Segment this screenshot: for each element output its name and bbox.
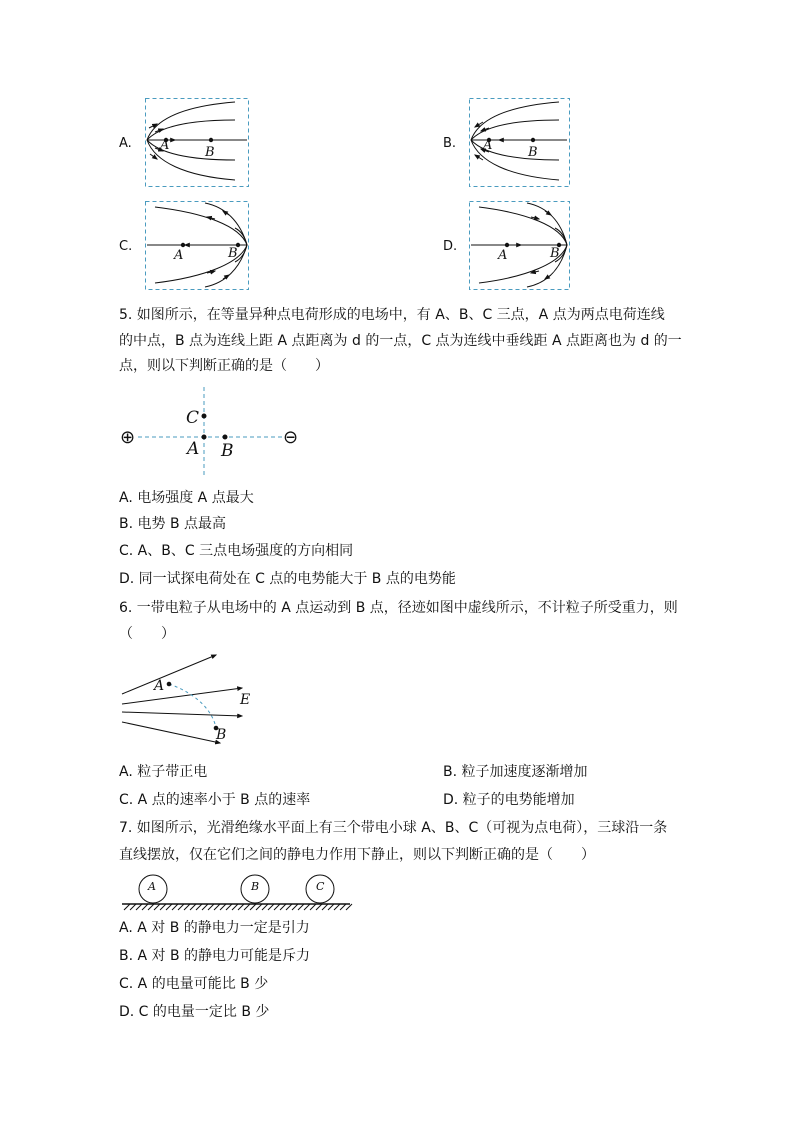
ground-hatch <box>316 904 322 910</box>
ground-hatch <box>286 904 292 910</box>
ground-hatch <box>334 904 340 910</box>
ground-hatch <box>148 904 154 910</box>
point-a-label: A <box>174 248 184 263</box>
point-a-label: A <box>498 248 508 263</box>
option-b-label: B. <box>443 136 457 151</box>
ground-hatch <box>136 904 142 910</box>
option-c-label: C. <box>119 239 133 254</box>
q5-choice-b[interactable]: B. 电势 B 点最高 <box>119 516 227 532</box>
q6-choice-d[interactable]: D. 粒子的电势能增加 <box>443 792 575 808</box>
ground-hatch <box>214 904 220 910</box>
point-c-label: C <box>186 408 200 428</box>
ground-hatch <box>262 904 268 910</box>
q5-choice-a[interactable]: A. 电场强度 A 点最大 <box>119 490 254 506</box>
dipole-diagram <box>118 385 308 480</box>
ground-hatch <box>250 904 256 910</box>
point-b-label: B <box>228 246 238 261</box>
ground-hatch <box>226 904 232 910</box>
ground-hatch <box>256 904 262 910</box>
ground-hatch <box>178 904 184 910</box>
point-b-label: B <box>216 727 227 743</box>
ground-hatch <box>154 904 160 910</box>
point-b-label: B <box>550 246 560 261</box>
ground-hatch <box>172 904 178 910</box>
point-b-label: B <box>205 145 215 160</box>
ground-hatch <box>202 904 208 910</box>
option-d-label: D. <box>443 239 458 254</box>
ground-hatch <box>274 904 280 910</box>
q5-stem-line-3: 点，则以下判断正确的是（ ） <box>119 358 329 374</box>
q6-choice-b[interactable]: B. 粒子加速度逐渐增加 <box>443 764 588 780</box>
field-lines-diagram <box>118 652 258 747</box>
q7-choice-d[interactable]: D. C 的电量一定比 B 少 <box>119 1004 270 1020</box>
q5-stem-line-1: 5. 如图所示，在等量异种点电荷形成的电场中，有 A、B、C 三点，A 点为两点电荷连线 <box>119 307 665 323</box>
point-a-label: A <box>187 439 200 459</box>
ground-hatch <box>160 904 166 910</box>
ground-hatch <box>208 904 214 910</box>
point-b-label: B <box>528 145 538 160</box>
ground-hatch <box>310 904 316 910</box>
ground-hatch <box>340 904 346 910</box>
ground-hatch <box>142 904 148 910</box>
negative-charge-icon: ⊖ <box>283 427 299 448</box>
ground-hatch <box>268 904 274 910</box>
option-a-label: A. <box>119 136 132 151</box>
positive-charge-icon: ⊕ <box>120 427 136 448</box>
q5-choice-d[interactable]: D. 同一试探电荷处在 C 点的电势能大于 B 点的电势能 <box>119 571 456 587</box>
point-b-label: B <box>221 441 234 461</box>
ball-a-label: A <box>148 880 156 893</box>
q7-choice-c[interactable]: C. A 的电量可能比 B 少 <box>119 976 269 992</box>
ground-hatch <box>328 904 334 910</box>
point-a-label: A <box>483 138 493 153</box>
ground-hatch <box>244 904 250 910</box>
ground-hatch <box>292 904 298 910</box>
point-a-label: A <box>154 678 165 694</box>
q5-choice-c[interactable]: C. A、B、C 三点电场强度的方向相同 <box>119 543 354 559</box>
q6-choice-a[interactable]: A. 粒子带正电 <box>119 764 208 780</box>
ground-hatch <box>238 904 244 910</box>
q7-choice-b[interactable]: B. A 对 B 的静电力可能是斥力 <box>119 948 311 964</box>
q7-stem-line-1: 7. 如图所示，光滑绝缘水平面上有三个带电小球 A、B、C（可视为点电荷），三球沿一条 <box>119 820 668 836</box>
q6-stem-line-2: （ ） <box>119 626 175 642</box>
ground-hatch <box>196 904 202 910</box>
ball-c-label: C <box>316 880 325 893</box>
ball-b-label: B <box>251 880 260 893</box>
field-e-label: E <box>240 692 251 708</box>
ground-hatch <box>190 904 196 910</box>
q6-stem-line-1: 6. 一带电粒子从电场中的 A 点运动到 B 点，径迹如图中虚线所示，不计粒子所受重力，则 <box>119 600 678 616</box>
ground-hatch <box>280 904 286 910</box>
point-a-label: A <box>160 138 170 153</box>
q7-choice-a[interactable]: A. A 对 B 的静电力一定是引力 <box>119 920 310 936</box>
ground-hatch <box>220 904 226 910</box>
q7-stem-line-2: 直线摆放，仅在它们之间的静电力作用下静止，则以下判断正确的是（ ） <box>119 847 595 863</box>
ground-hatch <box>166 904 172 910</box>
ground-hatch <box>304 904 310 910</box>
ground-hatch <box>184 904 190 910</box>
ground-hatch <box>130 904 136 910</box>
q5-stem-line-2: 的中点，B 点为连线上距 A 点距离为 d 的一点，C 点为连线中垂线距 A 点距离也为 d 的一 <box>119 333 682 349</box>
ground-hatch <box>124 904 130 910</box>
ground-hatch <box>298 904 304 910</box>
ground-hatch <box>232 904 238 910</box>
q6-choice-c[interactable]: C. A 点的速率小于 B 点的速率 <box>119 792 311 808</box>
ground-hatch <box>346 904 352 910</box>
ground-hatch <box>322 904 328 910</box>
